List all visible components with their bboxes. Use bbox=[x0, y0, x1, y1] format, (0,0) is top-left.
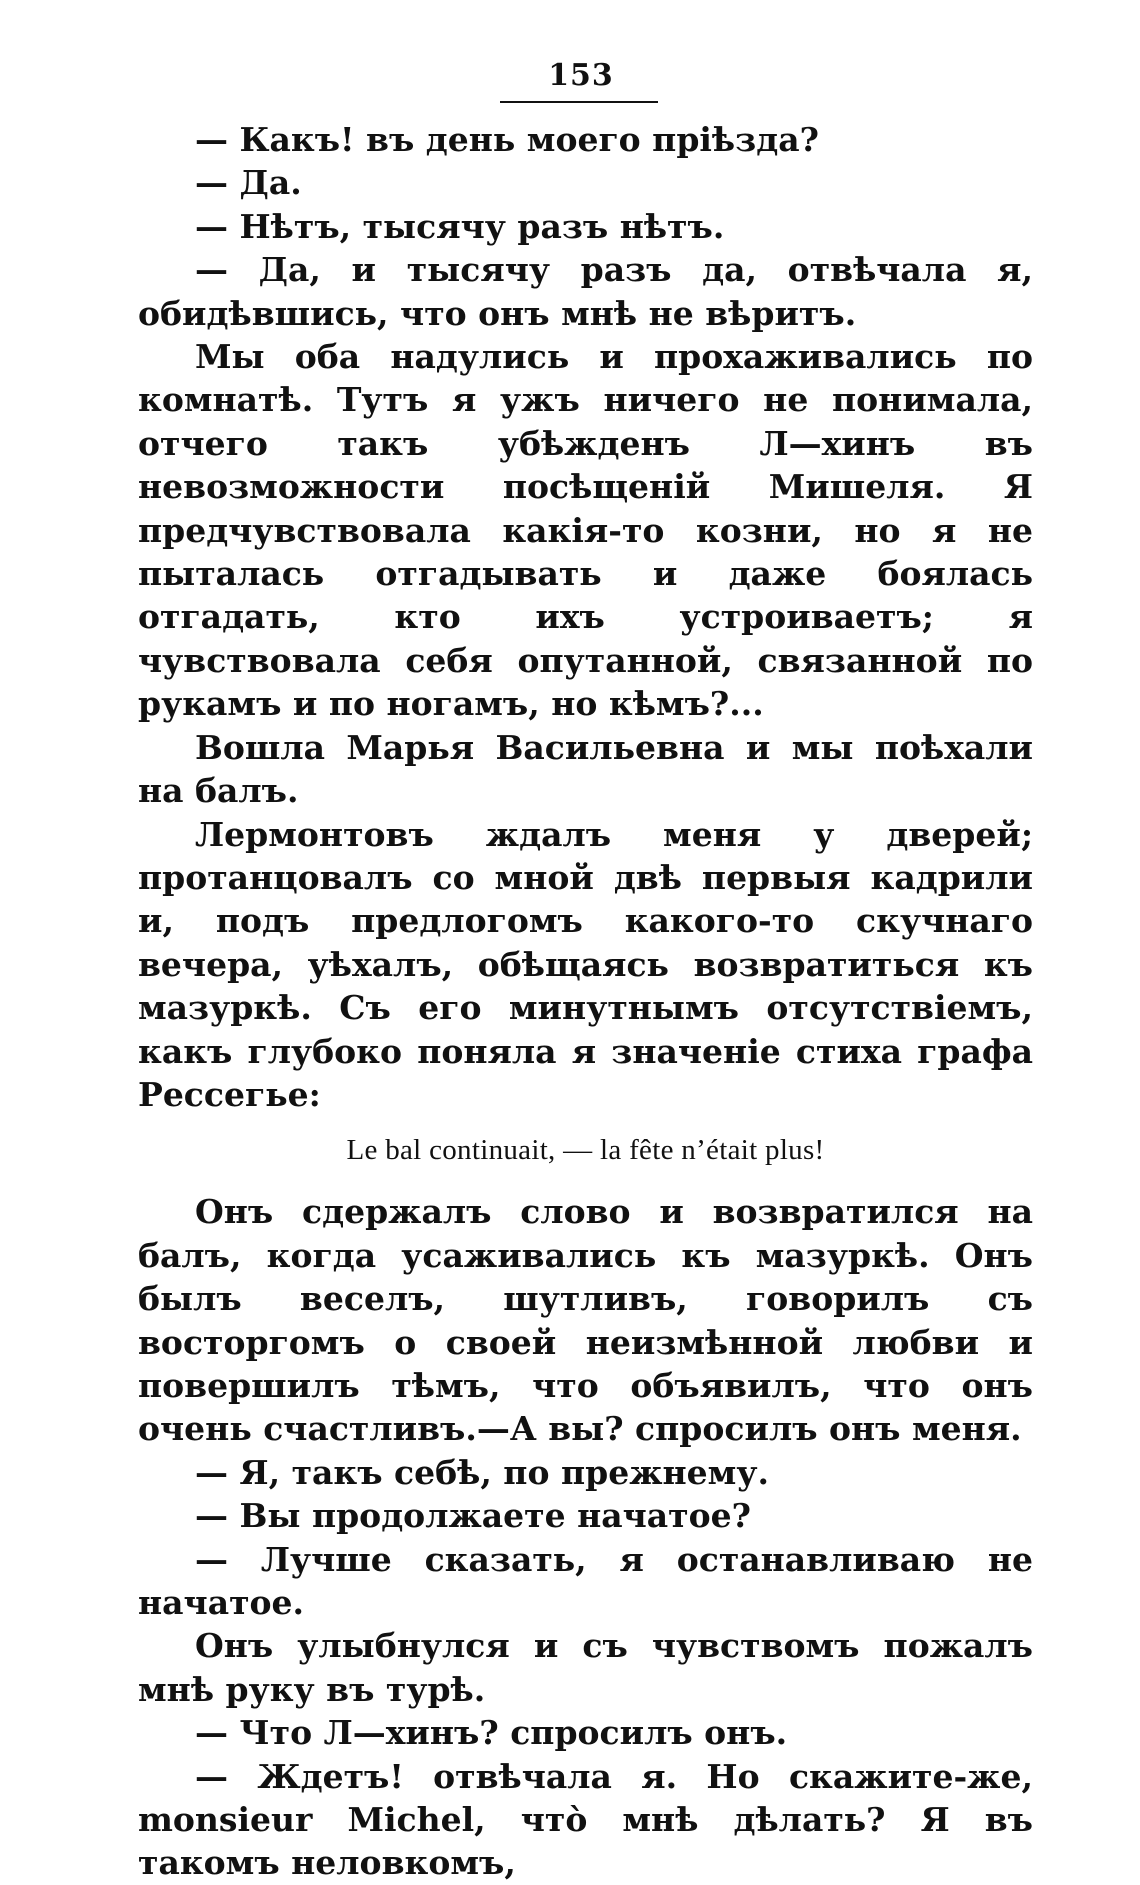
paragraph: Вошла Марья Васильевна и мы поѣхали на балъ. bbox=[138, 727, 1033, 811]
dialogue-line: — Я, такъ себѣ, по прежнему. bbox=[195, 1452, 769, 1492]
dialogue-line: — Вы продолжаете начатое? bbox=[195, 1496, 751, 1536]
paragraph: Онъ сдержалъ слово и возвратился на балъ, когда усаживались къ мазуркѣ. Онъ былъ веселъ, шутливъ, говорилъ съ восторгомъ о своей неизмѣнной любви и повершилъ тѣмъ, что объявилъ, что онъ очень счастливъ.—А вы? спросилъ онъ меня. bbox=[138, 1192, 1033, 1449]
paragraph: Онъ улыбнулся и съ чувствомъ пожалъ мнѣ руку въ турѣ. bbox=[138, 1626, 1033, 1709]
dialogue-line: — Да. bbox=[195, 163, 302, 203]
verse-quote: Le bal continuait, — la fête n’était plus! bbox=[346, 1134, 825, 1167]
dialogue-line: — Лучше сказать, я останавливаю не начатое. bbox=[138, 1539, 1033, 1622]
header-rule bbox=[500, 101, 658, 103]
page-number: 153 bbox=[548, 58, 614, 93]
body-text bbox=[138, 118, 1033, 1885]
dialogue-line: — Да, и тысячу разъ да, отвѣчала я, обидѣвшись, что онъ мнѣ не вѣритъ. bbox=[138, 250, 1033, 333]
paragraph: Лермонтовъ ждалъ меня у дверей; протанцовалъ со мной двѣ первыя кадрили и, подъ предлогомъ какого-то скучнаго вечера, уѣхалъ, обѣщаясь возвратиться къ мазуркѣ. Съ его минутнымъ отсутствіемъ, какъ глубоко поняла я значеніе стиха графа Рессегье: bbox=[138, 814, 1033, 1114]
dialogue-line: — Нѣтъ, тысячу разъ нѣтъ. bbox=[195, 206, 725, 246]
dialogue-line: — Ждетъ! отвѣчала я. Но скажите-же, monsieur Michel, что̀ мнѣ дѣлать? Я въ такомъ неловкомъ, bbox=[138, 1756, 1033, 1883]
dialogue-line: — Какъ! въ день моего пріѣзда? bbox=[195, 120, 819, 159]
paragraph: Мы оба надулись и прохаживались по комнатѣ. Тутъ я ужъ ничего не понимала, отчего такъ убѣжденъ Л—хинъ въ невозможности посѣщеній Мишеля. Я предчувствовала какія-то козни, но я не пыталась отгадывать и даже боялась отгадать, кто ихъ устроиваетъ; я чувствовала себя опутанной, связанной по рукамъ и по ногамъ, но кѣмъ?... bbox=[138, 337, 1033, 724]
dialogue-line: — Что Л—хинъ? спросилъ онъ. bbox=[195, 1713, 788, 1753]
